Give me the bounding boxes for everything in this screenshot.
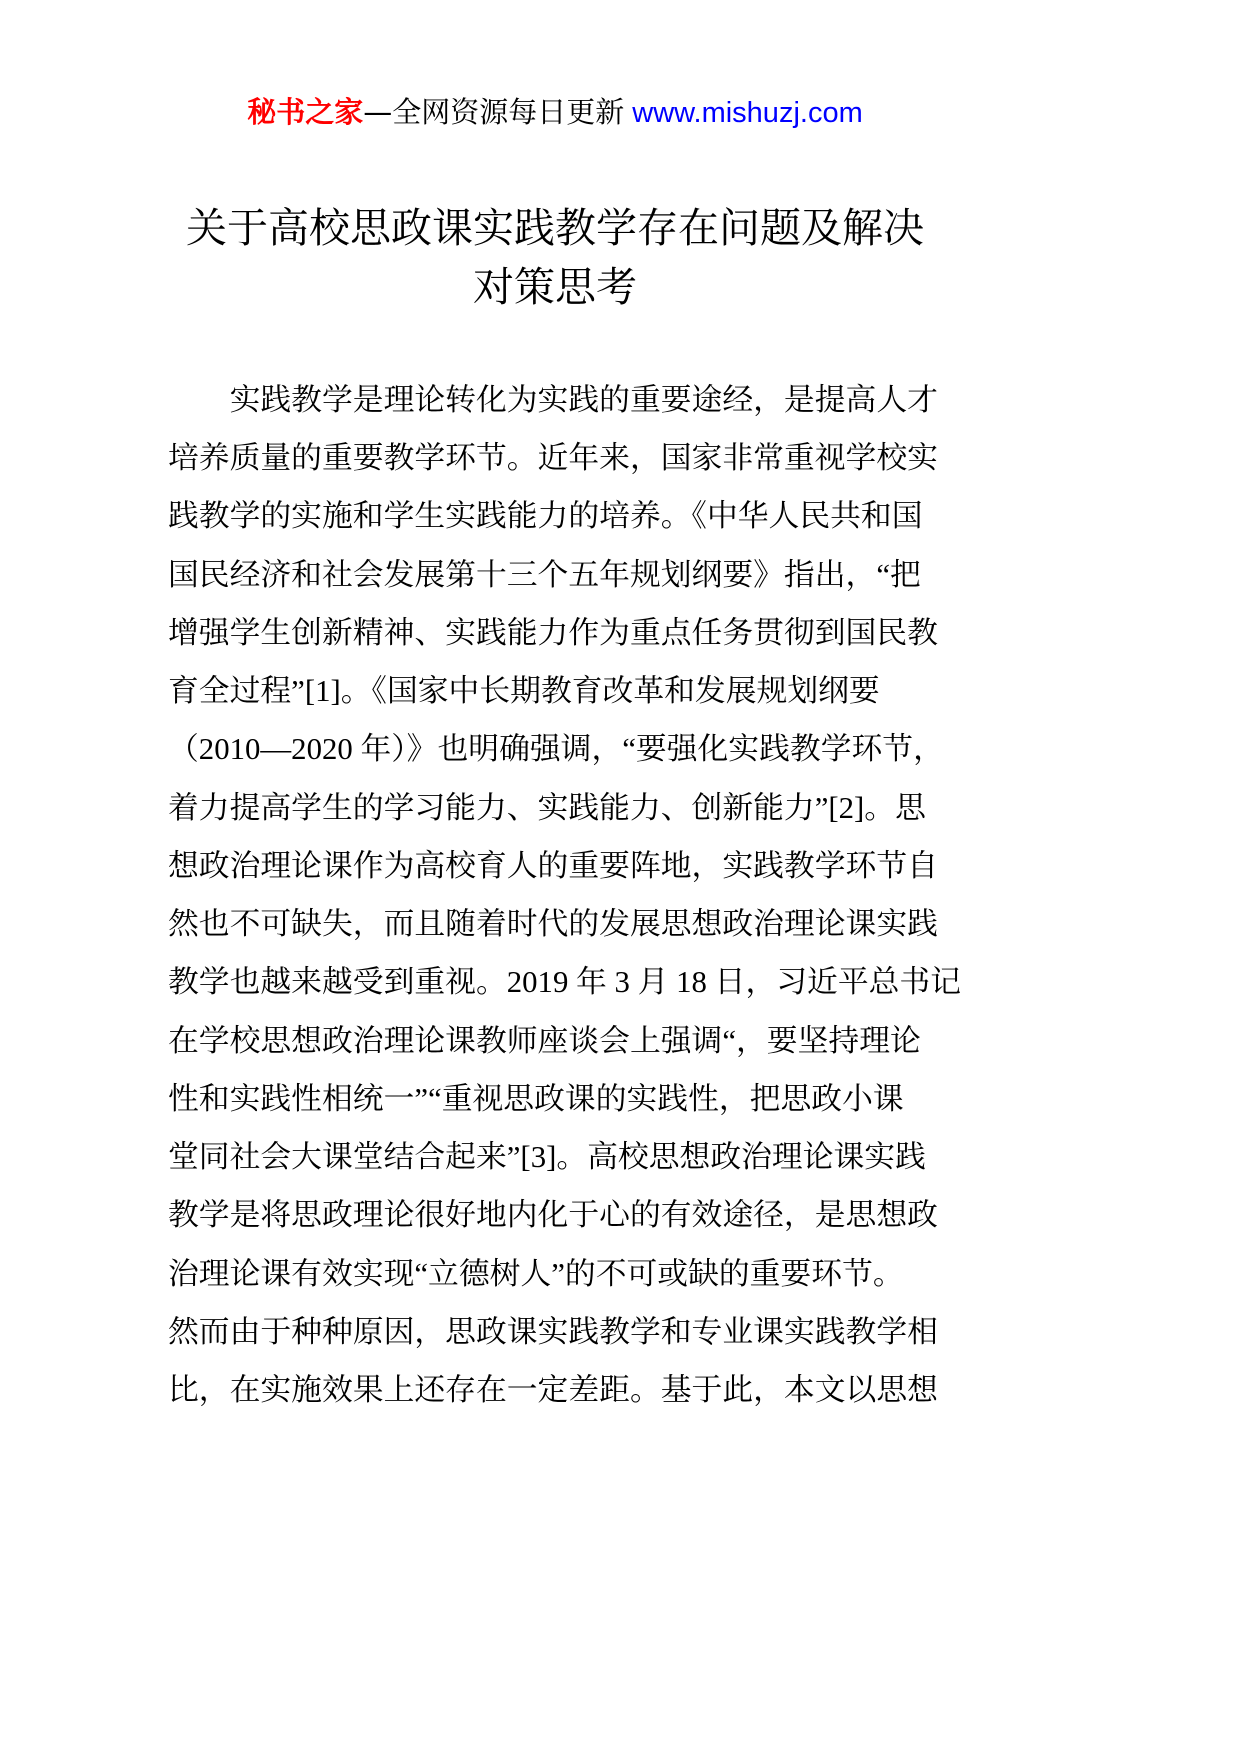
body-line: 治理论课有效实现“立德树人”的不可或缺的重要环节。 xyxy=(168,1256,904,1291)
body-line: 想政治理论课作为高校育人的重要阵地，实践教学环节自 xyxy=(168,848,938,883)
body-line: 然也不可缺失，而且随着时代的发展思想政治理论课实践 xyxy=(168,907,938,942)
body-line: （2010—2020 年）》也明确强调，“要强化实践教学环节， xyxy=(168,732,944,767)
site-header xyxy=(168,90,942,134)
title-line: 对策思考 xyxy=(473,263,637,311)
body-line: 教学是将思政理论很好地内化于心的有效途径，是思想政 xyxy=(168,1198,938,1233)
body-line: 比，在实施效果上还存在一定差距。基于此，本文以思想 xyxy=(168,1372,938,1407)
body-line: 性和实践性相统一”“重视思政课的实践性，把思政小课 xyxy=(168,1081,904,1116)
body-line: 国民经济和社会发展第十三个五年规划纲要》指出，“把 xyxy=(168,557,921,592)
body-line: 增强学生创新精神、实践能力作为重点任务贯彻到国民教 xyxy=(168,615,938,650)
body-line: 着力提高学生的学习能力、实践能力、创新能力”[2]。思 xyxy=(168,790,926,825)
body-line: 然而由于种种原因，思政课实践教学和专业课实践教学相 xyxy=(168,1314,938,1349)
body-line: 育全过程”[1]。《国家中长期教育改革和发展规划纲要 xyxy=(168,674,880,709)
document-body xyxy=(168,371,962,1419)
title-line: 关于高校思政课实践教学存在问题及解决 xyxy=(186,204,924,252)
body-line: 教学也越来越受到重视。2019 年 3 月 18 日，习近平总书记 xyxy=(168,965,962,1000)
body-line: 培养质量的重要教学环节。近年来，国家非常重视学校实 xyxy=(168,441,938,476)
body-line: 践教学的实施和学生实践能力的培养。《中华人民共和国 xyxy=(168,499,923,534)
document-title xyxy=(168,199,942,317)
site-brand: 秘书之家 xyxy=(247,95,364,129)
site-link[interactable]: www.mishuzj.com xyxy=(632,97,863,129)
body-line: 堂同社会大课堂结合起来”[3]。高校思想政治理论课实践 xyxy=(168,1140,926,1175)
body-line: 实践教学是理论转化为实践的重要途经，是提高人才 xyxy=(229,383,938,417)
body-line: 在学校思想政治理论课教师座谈会上强调“，要坚持理论 xyxy=(168,1023,921,1058)
site-tagline: —全网资源每日更新 xyxy=(363,95,625,129)
